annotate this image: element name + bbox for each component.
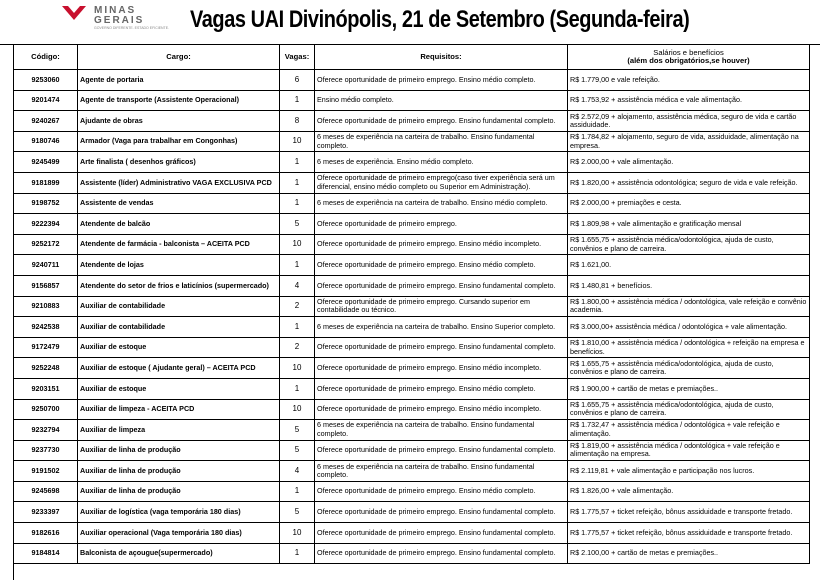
table-row bbox=[14, 358, 810, 379]
right-margin bbox=[809, 44, 820, 580]
cell-vagas: 8 bbox=[280, 111, 315, 132]
cell-cargo: Auxiliar operacional (Vaga temporária 180 dias) bbox=[78, 523, 280, 544]
cell-salarios: R$ 2.000,00 + premiações e cesta. bbox=[568, 193, 810, 214]
cell-salarios: R$ 1.784,82 + alojamento, seguro de vida, assiduidade, alimentação na empresa. bbox=[568, 131, 810, 152]
column-header-salarios bbox=[568, 45, 810, 70]
cell-codigo: 9156857 bbox=[14, 275, 78, 296]
cell-codigo: 9252248 bbox=[14, 358, 78, 379]
cell-vagas: 1 bbox=[280, 172, 315, 193]
cell-vagas: 5 bbox=[280, 440, 315, 461]
cell-codigo: 9240711 bbox=[14, 255, 78, 276]
table-row bbox=[14, 70, 810, 91]
cell-cargo: Agente de transporte (Assistente Operacional) bbox=[78, 90, 280, 111]
cell-vagas: 1 bbox=[280, 152, 315, 173]
table-row bbox=[14, 461, 810, 482]
cell-codigo: 9191502 bbox=[14, 461, 78, 482]
cell-codigo: 9232794 bbox=[14, 420, 78, 441]
column-header-salarios-line2: (além dos obrigatórios,se houver) bbox=[627, 56, 750, 65]
cell-codigo: 9253060 bbox=[14, 70, 78, 91]
cell-cargo: Auxiliar de limpeza - ACEITA PCD bbox=[78, 399, 280, 420]
cell-codigo: 9237730 bbox=[14, 440, 78, 461]
cell-cargo: Arte finalista ( desenhos gráficos) bbox=[78, 152, 280, 173]
cell-vagas: 10 bbox=[280, 399, 315, 420]
left-margin bbox=[0, 44, 14, 580]
cell-codigo: 9252172 bbox=[14, 234, 78, 255]
cell-cargo: Auxiliar de linha de produção bbox=[78, 440, 280, 461]
cell-vagas: 5 bbox=[280, 420, 315, 441]
cell-cargo: Auxiliar de limpeza bbox=[78, 420, 280, 441]
cell-codigo: 9203151 bbox=[14, 378, 78, 399]
cell-vagas: 1 bbox=[280, 543, 315, 564]
cell-cargo: Auxiliar de estoque ( Ajudante geral) – ACEITA PCD bbox=[78, 358, 280, 379]
cell-salarios: R$ 1.480,81 + benefícios. bbox=[568, 275, 810, 296]
table-row bbox=[14, 420, 810, 441]
cell-cargo: Auxiliar de estoque bbox=[78, 378, 280, 399]
cell-vagas: 10 bbox=[280, 523, 315, 544]
cell-requisitos: Ensino médio completo. bbox=[315, 90, 568, 111]
cell-salarios: R$ 2.100,00 + cartão de metas e premiações.. bbox=[568, 543, 810, 564]
cell-requisitos: 6 meses de experiência na carteira de trabalho. Ensino fundamental completo. bbox=[315, 461, 568, 482]
cell-salarios: R$ 1.753,92 + assistência médica e vale alimentação. bbox=[568, 90, 810, 111]
cell-vagas: 1 bbox=[280, 317, 315, 338]
table-row bbox=[14, 481, 810, 502]
cell-vagas: 1 bbox=[280, 481, 315, 502]
cell-codigo: 9210883 bbox=[14, 296, 78, 317]
cell-requisitos: Oferece oportunidade de primeiro emprego. Ensino fundamental completo. bbox=[315, 543, 568, 564]
cell-vagas: 2 bbox=[280, 296, 315, 317]
table-row bbox=[14, 255, 810, 276]
cell-codigo: 9250700 bbox=[14, 399, 78, 420]
table-row bbox=[14, 378, 810, 399]
cell-codigo: 9222394 bbox=[14, 214, 78, 235]
cell-cargo: Auxiliar de estoque bbox=[78, 337, 280, 358]
cell-codigo: 9198752 bbox=[14, 193, 78, 214]
cell-requisitos: Oferece oportunidade de primeiro emprego. Ensino fundamental completo. bbox=[315, 440, 568, 461]
cell-vagas: 10 bbox=[280, 358, 315, 379]
cell-requisitos: Oferece oportunidade de primeiro emprego. Ensino médio incompleto. bbox=[315, 358, 568, 379]
table-row bbox=[14, 543, 810, 564]
cell-requisitos: 6 meses de experiência na carteira de trabalho. Ensino médio completo. bbox=[315, 193, 568, 214]
header bbox=[0, 0, 820, 45]
cell-cargo: Atendente de farmácia - balconista – ACEITA PCD bbox=[78, 234, 280, 255]
cell-cargo: Auxiliar de contabilidade bbox=[78, 296, 280, 317]
table-row bbox=[14, 152, 810, 173]
cell-vagas: 4 bbox=[280, 275, 315, 296]
table-row bbox=[14, 90, 810, 111]
cell-vagas: 2 bbox=[280, 337, 315, 358]
cell-cargo: Agente de portaria bbox=[78, 70, 280, 91]
cell-requisitos: Oferece oportunidade de primeiro emprego. Ensino fundamental completo. bbox=[315, 337, 568, 358]
cell-codigo: 9242538 bbox=[14, 317, 78, 338]
table-row bbox=[14, 131, 810, 152]
minas-gerais-logo bbox=[60, 2, 178, 30]
cell-salarios: R$ 1.621,00. bbox=[568, 255, 810, 276]
cell-cargo: Atendente de balcão bbox=[78, 214, 280, 235]
cell-salarios: R$ 1.655,75 + assistência médica/odontológica, ajuda de custo, convênios e plano de carreira. bbox=[568, 399, 810, 420]
cell-vagas: 10 bbox=[280, 131, 315, 152]
cell-vagas: 1 bbox=[280, 193, 315, 214]
cell-vagas: 1 bbox=[280, 90, 315, 111]
cell-vagas: 1 bbox=[280, 378, 315, 399]
cell-requisitos: Oferece oportunidade de primeiro emprego. Ensino fundamental completo. bbox=[315, 111, 568, 132]
cell-requisitos: Oferece oportunidade de primeiro emprego. Cursando superior em contabilidade ou técnico. bbox=[315, 296, 568, 317]
cell-salarios: R$ 1.779,00 e vale refeição. bbox=[568, 70, 810, 91]
cell-cargo: Auxiliar de linha de produção bbox=[78, 461, 280, 482]
cell-salarios: R$ 1.800,00 + assistência médica / odontológica, vale refeição e convênio academia. bbox=[568, 296, 810, 317]
cell-cargo: Atendente do setor de frios e laticínios (supermercado) bbox=[78, 275, 280, 296]
cell-salarios: R$ 3.000,00+ assistência médica / odontológica + vale alimentação. bbox=[568, 317, 810, 338]
table-row bbox=[14, 399, 810, 420]
cell-vagas: 5 bbox=[280, 214, 315, 235]
cell-requisitos: Oferece oportunidade de primeiro emprego. Ensino médio incompleto. bbox=[315, 234, 568, 255]
cell-vagas: 1 bbox=[280, 255, 315, 276]
cell-vagas: 5 bbox=[280, 502, 315, 523]
table-row bbox=[14, 193, 810, 214]
cell-salarios: R$ 1.810,00 + assistência médica / odontológica + refeição na empresa e benefícios. bbox=[568, 337, 810, 358]
column-header-cargo: Cargo: bbox=[78, 45, 280, 70]
cell-requisitos: Oferece oportunidade de primeiro emprego. Ensino médio completo. bbox=[315, 70, 568, 91]
cell-cargo: Atendente de lojas bbox=[78, 255, 280, 276]
cell-salarios: R$ 1.820,00 + assistência odontológica; seguro de vida e vale refeição. bbox=[568, 172, 810, 193]
cell-salarios: R$ 1.775,57 + ticket refeição, bônus assiduidade e transporte fretado. bbox=[568, 502, 810, 523]
column-header-codigo: Código: bbox=[14, 45, 78, 70]
cell-salarios: R$ 2.000,00 + vale alimentação. bbox=[568, 152, 810, 173]
cell-salarios: R$ 1.655,75 + assistência médica/odontológica, ajuda de custo, convênios e plano de carreira. bbox=[568, 358, 810, 379]
cell-salarios: R$ 1.809,98 + vale alimentação e gratificação mensal bbox=[568, 214, 810, 235]
cell-codigo: 9184814 bbox=[14, 543, 78, 564]
svg-text:MINAS: MINAS bbox=[94, 5, 137, 16]
cell-codigo: 9245499 bbox=[14, 152, 78, 173]
jobs-table bbox=[13, 44, 810, 564]
cell-requisitos: Oferece oportunidade de primeiro emprego(caso tiver experiência será um diferencial, ensino médio completo ou Superior em Administração). bbox=[315, 172, 568, 193]
table-row bbox=[14, 317, 810, 338]
cell-salarios: R$ 2.119,81 + vale alimentação e participação nos lucros. bbox=[568, 461, 810, 482]
table-header-row bbox=[14, 45, 810, 70]
cell-salarios: R$ 1.655,75 + assistência médica/odontológica, ajuda de custo, convênios e plano de carreira. bbox=[568, 234, 810, 255]
svg-text:GOVERNO DIFERENTE. ESTADO EFIC: GOVERNO DIFERENTE. ESTADO EFICIENTE. bbox=[94, 26, 169, 30]
cell-salarios: R$ 1.775,57 + ticket refeição, bônus assiduidade e transporte fretado. bbox=[568, 523, 810, 544]
cell-requisitos: Oferece oportunidade de primeiro emprego. Ensino fundamental completo. bbox=[315, 275, 568, 296]
cell-cargo: Balconista de açougue(supermercado) bbox=[78, 543, 280, 564]
svg-text:GERAIS: GERAIS bbox=[94, 15, 145, 26]
column-header-salarios-line1: Salários e benefícios bbox=[653, 47, 724, 57]
page-title: Vagas UAI Divinópolis, 21 de Setembro (Segunda-feira) bbox=[190, 6, 690, 33]
cell-codigo: 9245698 bbox=[14, 481, 78, 502]
cell-codigo: 9181899 bbox=[14, 172, 78, 193]
column-header-vagas: Vagas: bbox=[280, 45, 315, 70]
cell-cargo: Auxiliar de contabilidade bbox=[78, 317, 280, 338]
cell-codigo: 9172479 bbox=[14, 337, 78, 358]
cell-requisitos: Oferece oportunidade de primeiro emprego. Ensino médio completo. bbox=[315, 481, 568, 502]
table-row bbox=[14, 523, 810, 544]
cell-salarios: R$ 2.572,09 + alojamento, assistência médica, seguro de vida e cartão assiduidade. bbox=[568, 111, 810, 132]
cell-cargo: Assistente de vendas bbox=[78, 193, 280, 214]
cell-requisitos: Oferece oportunidade de primeiro emprego. bbox=[315, 214, 568, 235]
cell-codigo: 9240267 bbox=[14, 111, 78, 132]
cell-salarios: R$ 1.826,00 + vale alimentação. bbox=[568, 481, 810, 502]
cell-codigo: 9180746 bbox=[14, 131, 78, 152]
cell-requisitos: 6 meses de experiência. Ensino médio completo. bbox=[315, 152, 568, 173]
table-row bbox=[14, 502, 810, 523]
cell-requisitos: Oferece oportunidade de primeiro emprego. Ensino fundamental completo. bbox=[315, 502, 568, 523]
cell-requisitos: Oferece oportunidade de primeiro emprego. Ensino médio completo. bbox=[315, 378, 568, 399]
table-row bbox=[14, 275, 810, 296]
table-row bbox=[14, 172, 810, 193]
cell-requisitos: 6 meses de experiência na carteira de trabalho. Ensino fundamental completo. bbox=[315, 131, 568, 152]
cell-requisitos: Oferece oportunidade de primeiro emprego. Ensino fundamental completo. bbox=[315, 523, 568, 544]
table-row bbox=[14, 440, 810, 461]
cell-vagas: 6 bbox=[280, 70, 315, 91]
column-header-requisitos: Requisitos: bbox=[315, 45, 568, 70]
table-row bbox=[14, 337, 810, 358]
cell-cargo: Ajudante de obras bbox=[78, 111, 280, 132]
table-row bbox=[14, 296, 810, 317]
cell-requisitos: Oferece oportunidade de primeiro emprego. Ensino médio completo. bbox=[315, 255, 568, 276]
cell-cargo: Armador (Vaga para trabalhar em Congonhas) bbox=[78, 131, 280, 152]
cell-codigo: 9233397 bbox=[14, 502, 78, 523]
cell-cargo: Auxiliar de logística (vaga temporária 180 dias) bbox=[78, 502, 280, 523]
cell-salarios: R$ 1.732,47 + assistência médica / odontológica + vale refeição e alimentação. bbox=[568, 420, 810, 441]
table-row bbox=[14, 214, 810, 235]
cell-codigo: 9201474 bbox=[14, 90, 78, 111]
cell-salarios: R$ 1.900,00 + cartão de metas e premiações.. bbox=[568, 378, 810, 399]
cell-requisitos: Oferece oportunidade de primeiro emprego. Ensino médio incompleto. bbox=[315, 399, 568, 420]
cell-vagas: 10 bbox=[280, 234, 315, 255]
cell-salarios: R$ 1.819,00 + assistência médica / odontológica + vale refeição e alimentação na empresa. bbox=[568, 440, 810, 461]
cell-requisitos: 6 meses de experiência na carteira de trabalho. Ensino Superior completo. bbox=[315, 317, 568, 338]
table-row bbox=[14, 234, 810, 255]
cell-cargo: Auxiliar de linha de produção bbox=[78, 481, 280, 502]
cell-requisitos: 6 meses de experiência na carteira de trabalho. Ensino fundamental completo. bbox=[315, 420, 568, 441]
cell-vagas: 4 bbox=[280, 461, 315, 482]
cell-codigo: 9182616 bbox=[14, 523, 78, 544]
table-row bbox=[14, 111, 810, 132]
cell-cargo: Assistente (líder) Administrativo VAGA EXCLUSIVA PCD bbox=[78, 172, 280, 193]
